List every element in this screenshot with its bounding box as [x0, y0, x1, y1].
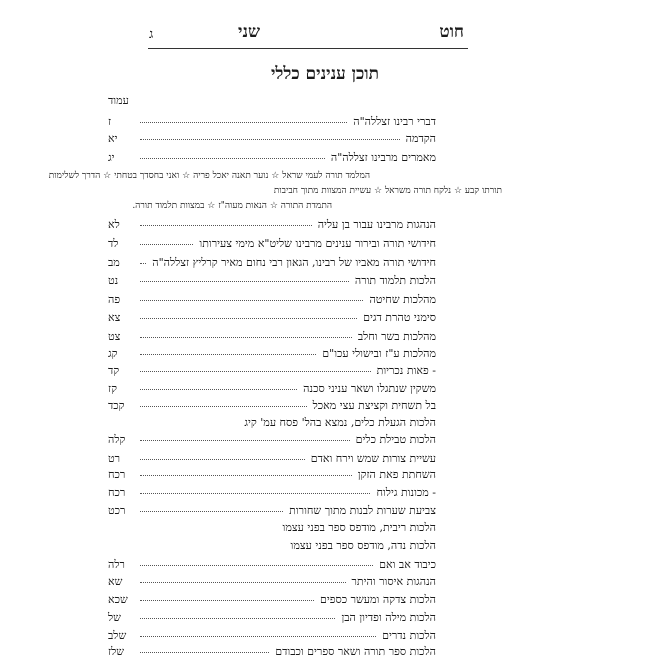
toc-entry — [140, 521, 436, 535]
sub-topic: הדרך לשלימות — [48, 171, 101, 181]
dot-leader — [140, 244, 193, 245]
sub-topics-line — [49, 170, 370, 181]
toc-entry-title: הנהגות מרבינו עבור בן עליה — [317, 218, 436, 231]
toc-entry-title: סימני טהרת דגים — [363, 311, 436, 324]
toc-entry — [140, 364, 436, 378]
toc-page-number: שלז — [108, 645, 125, 658]
sub-topic: המלמד תורה לעמי שראל — [282, 171, 370, 181]
dot-leader — [140, 618, 335, 619]
star-separator-icon: ☆ — [371, 186, 385, 196]
toc-entry — [140, 115, 436, 129]
toc-entry — [140, 575, 436, 589]
toc-page-number: רלה — [108, 558, 125, 571]
toc-page-number: נט — [108, 274, 119, 287]
dot-leader — [140, 389, 297, 390]
toc-entry-title: הלכות הגעלת כלים, נמצא בהל' פסח עמ' קיג — [244, 416, 436, 429]
toc-entry — [140, 539, 436, 553]
sub-topic: עשיית המצוות מתוך חביבות — [273, 186, 372, 196]
dot-leader — [140, 459, 305, 460]
dot-leader — [140, 511, 283, 512]
toc-entry — [140, 452, 436, 466]
toc-entry-title: הלכות מילה ופדיון הבן — [341, 611, 436, 624]
page-column-label: עמוד — [108, 94, 129, 107]
toc-page-number: לא — [108, 218, 120, 231]
star-separator-icon: ☆ — [179, 171, 194, 181]
page-title: תוכן ענינים כללי — [270, 64, 380, 84]
toc-page-number: ז — [108, 115, 112, 128]
dot-leader — [140, 318, 357, 319]
dot-leader — [140, 440, 350, 441]
toc-entry — [140, 237, 436, 251]
toc-entry — [140, 151, 436, 165]
dot-leader — [140, 652, 269, 653]
star-separator-icon: ☆ — [266, 201, 281, 211]
page-number: ג — [149, 27, 154, 42]
toc-page-number: פה — [108, 293, 121, 306]
toc-entry — [140, 218, 436, 232]
dot-leader — [140, 263, 146, 264]
toc-entry — [140, 293, 436, 307]
toc-page-number: לד — [108, 237, 119, 250]
dot-leader — [140, 406, 307, 407]
toc-entry-title: הנהגות איסור והיתר — [351, 575, 436, 588]
dot-leader — [140, 158, 325, 159]
toc-page-number: רכח — [108, 486, 126, 499]
toc-entry — [140, 274, 436, 288]
toc-entry — [140, 132, 436, 146]
toc-entry — [140, 256, 436, 270]
toc-entry-title: דברי רבינו זצללה"ה — [353, 115, 436, 128]
sub-topic: נוער תאנה יאכל פריה — [193, 171, 269, 181]
toc-page-number: צא — [108, 311, 121, 324]
dot-leader — [140, 225, 312, 226]
star-separator-icon: ☆ — [100, 171, 115, 181]
star-separator-icon: ☆ — [204, 201, 219, 211]
toc-entry — [140, 347, 436, 361]
toc-page-number: יא — [108, 132, 118, 145]
sub-topic: נלקח תורה משראל — [384, 186, 452, 196]
star-separator-icon: ☆ — [451, 186, 465, 196]
toc-entry — [140, 486, 436, 500]
toc-entry-title: חידושי תורה ובירור ענינים מרבינו שליט"א מימי צעירותו — [199, 237, 436, 250]
dot-leader — [140, 565, 373, 566]
dot-leader — [140, 139, 400, 140]
dot-leader — [140, 122, 347, 123]
toc-page-number: מב — [108, 256, 120, 269]
dot-leader — [140, 300, 363, 301]
toc-entry — [140, 629, 436, 643]
toc-entry-title: משקין שנתגלו ושאר עניני סכנה — [303, 382, 436, 395]
dot-leader — [140, 636, 376, 637]
sub-topic: התמדת התורה — [280, 201, 332, 211]
toc-entry-title: מהלכות בשר וחלב — [357, 330, 436, 343]
toc-page-number: של — [108, 611, 121, 624]
toc-entry — [140, 468, 436, 482]
running-head-right: חוט — [439, 22, 464, 42]
running-head-center: שני — [238, 22, 261, 42]
toc-entry-title: - פאות נכריות — [376, 364, 436, 377]
toc-entry-title: השחתת פאת הזקן — [357, 468, 436, 481]
dot-leader — [140, 337, 352, 338]
toc-entry-title: הלכות נדה, מודפס ספר בפני עצמו — [290, 539, 436, 552]
toc-entry-title: מהלכות ע"ז ובישולי עכו"ם — [322, 347, 436, 360]
dot-leader — [140, 475, 352, 476]
toc-entry — [140, 416, 436, 430]
toc-entry-title: מאמרים מרבינו זצללה"ה — [330, 151, 436, 164]
toc-page-number: קכד — [108, 399, 125, 412]
toc-entry-title: הלכות טבילת כלים — [355, 433, 436, 446]
toc-entry — [140, 611, 436, 625]
toc-entry — [140, 558, 436, 572]
header-rule — [148, 48, 468, 49]
toc-page-number: רכט — [108, 504, 126, 517]
toc-entry-title: מהלכות שחיטה — [369, 293, 436, 306]
dot-leader — [140, 281, 349, 282]
toc-page-number: קז — [108, 382, 117, 395]
dot-leader — [140, 600, 314, 601]
toc-entry-title: צביעת שערות לבנות מתוך שחורות — [289, 504, 436, 517]
toc-entry — [140, 382, 436, 396]
toc-page-number: קד — [108, 364, 120, 377]
toc-page-number: קג — [108, 347, 118, 360]
toc-entry-title: הלכות צדקה ומעשר כספים — [319, 593, 436, 606]
toc-entry-title: כיבוד אב ואם — [379, 558, 436, 571]
toc-page-number: רט — [108, 452, 121, 465]
sub-topic: תורתו קבע — [464, 186, 502, 196]
sub-topic: הנאות מעוה"ז — [218, 201, 267, 211]
toc-entry — [140, 433, 436, 447]
sub-topics-line — [274, 185, 502, 196]
toc-page-number: שלב — [108, 629, 127, 642]
toc-page-number: קלה — [108, 433, 126, 446]
sub-topics-line — [132, 200, 332, 211]
dot-leader — [140, 371, 371, 372]
star-separator-icon: ☆ — [268, 171, 283, 181]
toc-page-number: צט — [108, 330, 121, 343]
dot-leader — [140, 493, 370, 494]
toc-entry-title: הלכות ספר תורה ושאר ספרים וכבודם — [275, 645, 436, 658]
toc-entry-title: הלכות תלמוד תורה — [354, 274, 436, 287]
toc-entry-title: הלכות נדרים — [382, 629, 436, 642]
toc-entry-title: חידושי תורה מאביו של רבינו, הגאון רבי נחום מאיר קרליץ זצללה"ה — [152, 256, 436, 269]
toc-entry — [140, 311, 436, 325]
sub-topic: במצוות תלמוד תורה. — [132, 201, 205, 211]
toc-entry — [140, 330, 436, 344]
toc-entry-title: עשיית צורות שמש וירח ואדם — [310, 452, 436, 465]
toc-entry-title: הלכות ריבית, מודפס ספר בפני עצמו — [282, 521, 436, 534]
toc-page-number: שא — [108, 575, 123, 588]
sub-topic: ואני בחסדך בטחתי — [114, 171, 180, 181]
toc-entry — [140, 645, 436, 659]
dot-leader — [140, 582, 346, 583]
toc-entry — [140, 504, 436, 518]
toc-page-number: שכא — [108, 593, 128, 606]
toc-entry-title: - מכונות גילוח — [376, 486, 436, 499]
toc-page-number: רכח — [108, 468, 126, 481]
toc-entry-title: הקדמה — [405, 132, 436, 145]
toc-entry-title: בל תשחית וקציצת עצי מאכל — [312, 399, 436, 412]
toc-entry — [140, 593, 436, 607]
toc-page-number: יג — [108, 151, 115, 164]
toc-entry — [140, 399, 436, 413]
dot-leader — [140, 354, 316, 355]
